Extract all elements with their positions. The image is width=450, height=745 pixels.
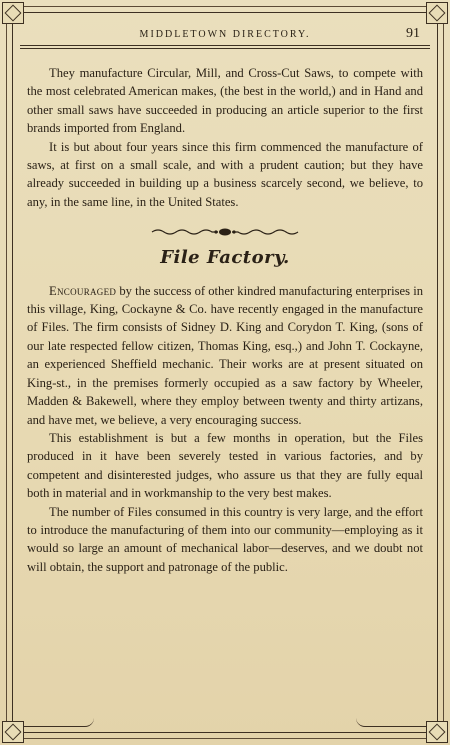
page-number: 91 [406, 26, 420, 41]
corner-ornament-icon [2, 2, 24, 24]
paragraph: The number of Files consumed in this country is very large, and the effort to introduce the manufacturing of them into our community—employing as it would so large an amount of mechanical labor—deserves, and we doubt not will obtain, the support and patronage of the public. [27, 504, 423, 574]
corner-ornament-icon [2, 721, 24, 743]
paragraph-text: by the success of other kindred manufacturing enterprises in this village, King, Cockayne & Co. have recently engaged in the manufacture of Files. The firm consists of Sidney D. King and Corydon T. King, (sons of our late respected fellow citizen, Thomas King, esq.,) and John T. Cockayne, an experienced Sheffield mechanic. Their works are at present situated on King-st., in the premises formerly occupied as a saw factory by Wheeler, Madden & Bakewell, where they employ between twenty and thirty artizans, and have met, we believe, a very encouraging success. [27, 283, 423, 427]
border-flourish [24, 718, 94, 727]
lead-word: Encouraged [49, 283, 117, 298]
section-divider [27, 219, 423, 245]
page-body [27, 64, 423, 576]
paragraph: They manufacture Circular, Mill, and Cross-Cut Saws, to compete with the most celebrated American makes, (the best in the world,) and in Hand and other small saws have succeeded in producing an article superior to the first brands imported from England. [27, 66, 423, 136]
paragraph: It is but about four years since this firm commenced the manufacture of saws, at first on a small scale, and with a prudent caution; but they have already succeeded in building up a business scarcely second, we believe, to any, in the same line, in the United States. [27, 139, 423, 209]
paragraph: This establishment is but a few months in operation, but the Files produced in it have been severely tested in various factories, and by competent and disinterested judges, who assure us that they are fully equal both in material and in workmanship to the very best makes. [27, 430, 423, 501]
header-rule [20, 48, 430, 49]
border-flourish [356, 718, 426, 727]
section-title: File Factory. [160, 247, 290, 269]
running-head: MIDDLETOWN DIRECTORY. [139, 29, 311, 40]
corner-ornament-icon [426, 721, 448, 743]
corner-ornament-icon [426, 2, 448, 24]
header-rule [20, 45, 430, 46]
page-header [20, 26, 430, 42]
paragraph [27, 282, 423, 429]
divider-ornament-icon [150, 226, 300, 238]
